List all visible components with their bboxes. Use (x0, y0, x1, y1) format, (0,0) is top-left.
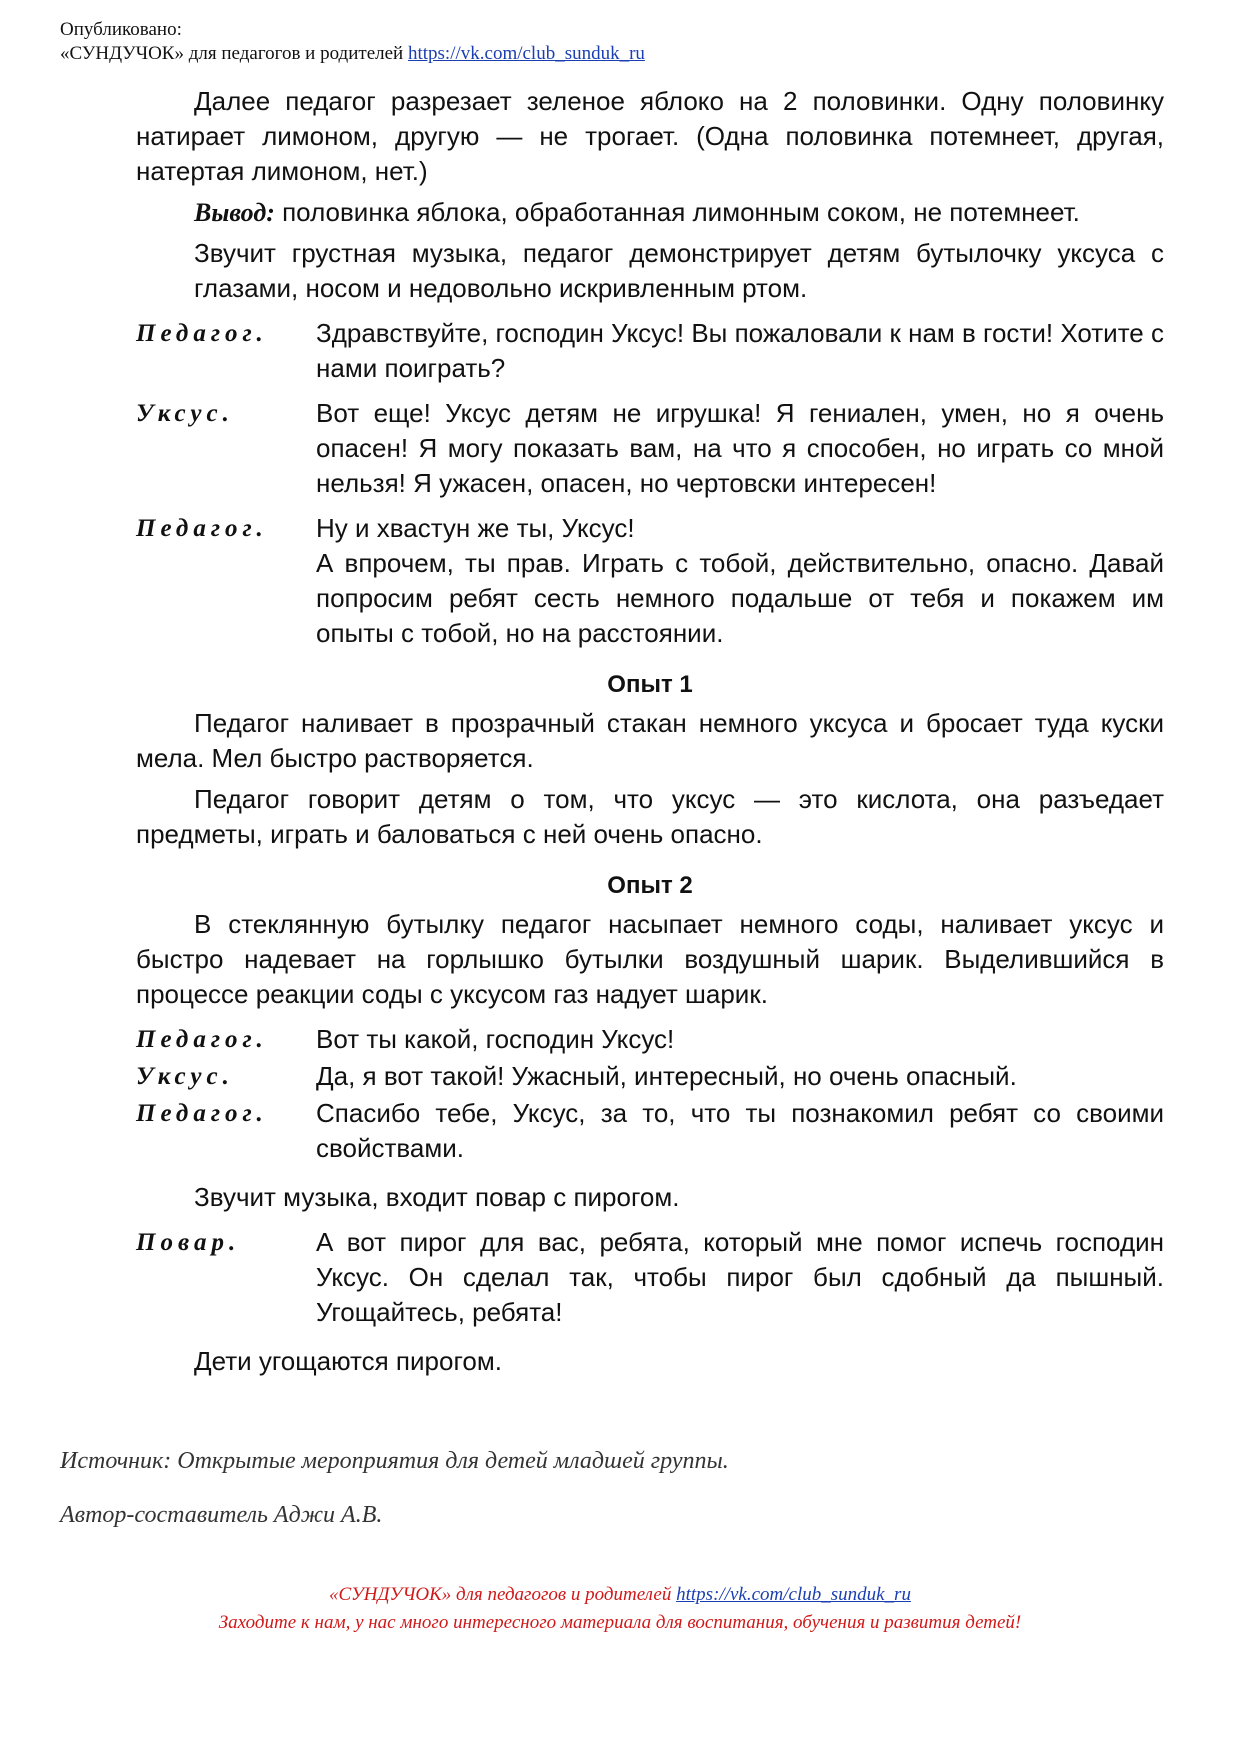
footer-link[interactable]: https://vk.com/club_sunduk_ru (676, 1584, 911, 1605)
conclusion-text: половинка яблока, обработанная лимонным соком, не потемнеет. (274, 197, 1080, 227)
dialogue-row (136, 1225, 1164, 1330)
speaker: Педагог. (136, 1100, 268, 1127)
speech-line: Вот еще! Уксус детям не игрушка! Я гениален, умен, но я очень опасен! Я могу показать вам, на что я способен, но играть со мной нельзя! Я ужасен, опасен, но чертовски интересен! (316, 398, 1164, 498)
main-text (136, 84, 1164, 1379)
speaker: Повар. (136, 1229, 241, 1256)
speech-line: Вот ты какой, господин Уксус! (316, 1024, 675, 1054)
speech-line: Здравствуйте, господин Уксус! Вы пожаловали к нам в гости! Хотите с нами поиграть? (316, 318, 1164, 383)
dialogue-row (136, 1096, 1164, 1166)
author-note: Автор-составитель Аджи А.В. (60, 1502, 383, 1528)
speech (316, 396, 1164, 501)
dialogue-row (136, 396, 1164, 501)
dialogue-row (136, 1022, 1164, 1057)
header-link[interactable]: https://vk.com/club_sunduk_ru (407, 43, 645, 64)
speech (316, 511, 1164, 651)
intro-paragraph: Далее педагог разрезает зеленое яблоко на 2 половинки. Одну половинку натирает лимоном, другую — не трогает. (Одна половинка потемнеет, другая, натертая лимоном, нет.) (136, 86, 1164, 186)
experiment-2-title: Опыт 2 (607, 872, 693, 899)
speech-line: Да, я вот такой! Ужасный, интересный, но очень опасный. (316, 1061, 1017, 1091)
speech (316, 1096, 1164, 1166)
speech (316, 1022, 1164, 1057)
experiment-1-explanation: Педагог говорит детям о том, что уксус — это кислота, она разъедает предметы, играть и баловаться с ней очень опасно. (136, 784, 1164, 849)
conclusion-label: Вывод: (194, 198, 275, 227)
dialogue-row (136, 1059, 1164, 1094)
experiment-1-text: Педагог наливает в прозрачный стакан немного уксуса и бросает туда куски мела. Мел быстро растворяется. (136, 708, 1164, 773)
speech-line: Спасибо тебе, Уксус, за то, что ты познакомил ребят со своими свойствами. (316, 1098, 1164, 1163)
stage-direction: Дети угощаются пирогом. (194, 1346, 502, 1376)
speech-line: А впрочем, ты прав. Играть с тобой, действительно, опасно. Давай попросим ребят сесть немного подальше от тебя и покажем им опыты с тобой, но на расстоянии. (316, 548, 1164, 648)
published-label: Опубликовано: (60, 19, 182, 40)
experiment-1-title: Опыт 1 (607, 671, 693, 698)
speech-line: А вот пирог для вас, ребята, который мне помог испечь господин Уксус. Он сделал так, чтобы пирог был сдобный да пышный. Угощайтесь, ребята! (316, 1227, 1164, 1327)
footer-brand-line (0, 1584, 1240, 1606)
footer-tagline: Заходите к нам, у нас много интересного материала для воспитания, обучения и развития детей! (218, 1612, 1022, 1633)
source-note: Источник: Открытые мероприятия для детей младшей группы. (60, 1448, 729, 1474)
speech-line: Ну и хвастун же ты, Уксус! (316, 513, 635, 543)
conclusion (136, 195, 1164, 230)
dialogue-row (136, 511, 1164, 651)
speaker: Уксус. (136, 1063, 234, 1090)
speech (316, 316, 1164, 386)
publication-header (60, 18, 645, 66)
speech (316, 1059, 1164, 1094)
experiment-2-text: В стеклянную бутылку педагог насыпает немного соды, наливает уксус и быстро надевает на горлышко бутылки воздушный шарик. Выделившийся в процессе реакции соды с уксусом газ надует шарик. (136, 909, 1164, 1009)
header-brand-line (60, 42, 645, 66)
speaker: Уксус. (136, 400, 234, 427)
header-brand: «СУНДУЧОК» для педагогов и родителей (60, 43, 404, 64)
dialogue-row (136, 316, 1164, 386)
stage-direction: Звучит грустная музыка, педагог демонстрирует детям бутылочку уксуса с глазами, носом и недовольно искривленным ртом. (194, 238, 1164, 303)
speaker: Педагог. (136, 1026, 268, 1053)
speaker: Педагог. (136, 515, 268, 542)
footer-brand: «СУНДУЧОК» для педагогов и родителей (329, 1584, 672, 1605)
speaker: Педагог. (136, 320, 268, 347)
stage-direction: Звучит музыка, входит повар с пирогом. (194, 1182, 680, 1212)
speech (316, 1225, 1164, 1330)
